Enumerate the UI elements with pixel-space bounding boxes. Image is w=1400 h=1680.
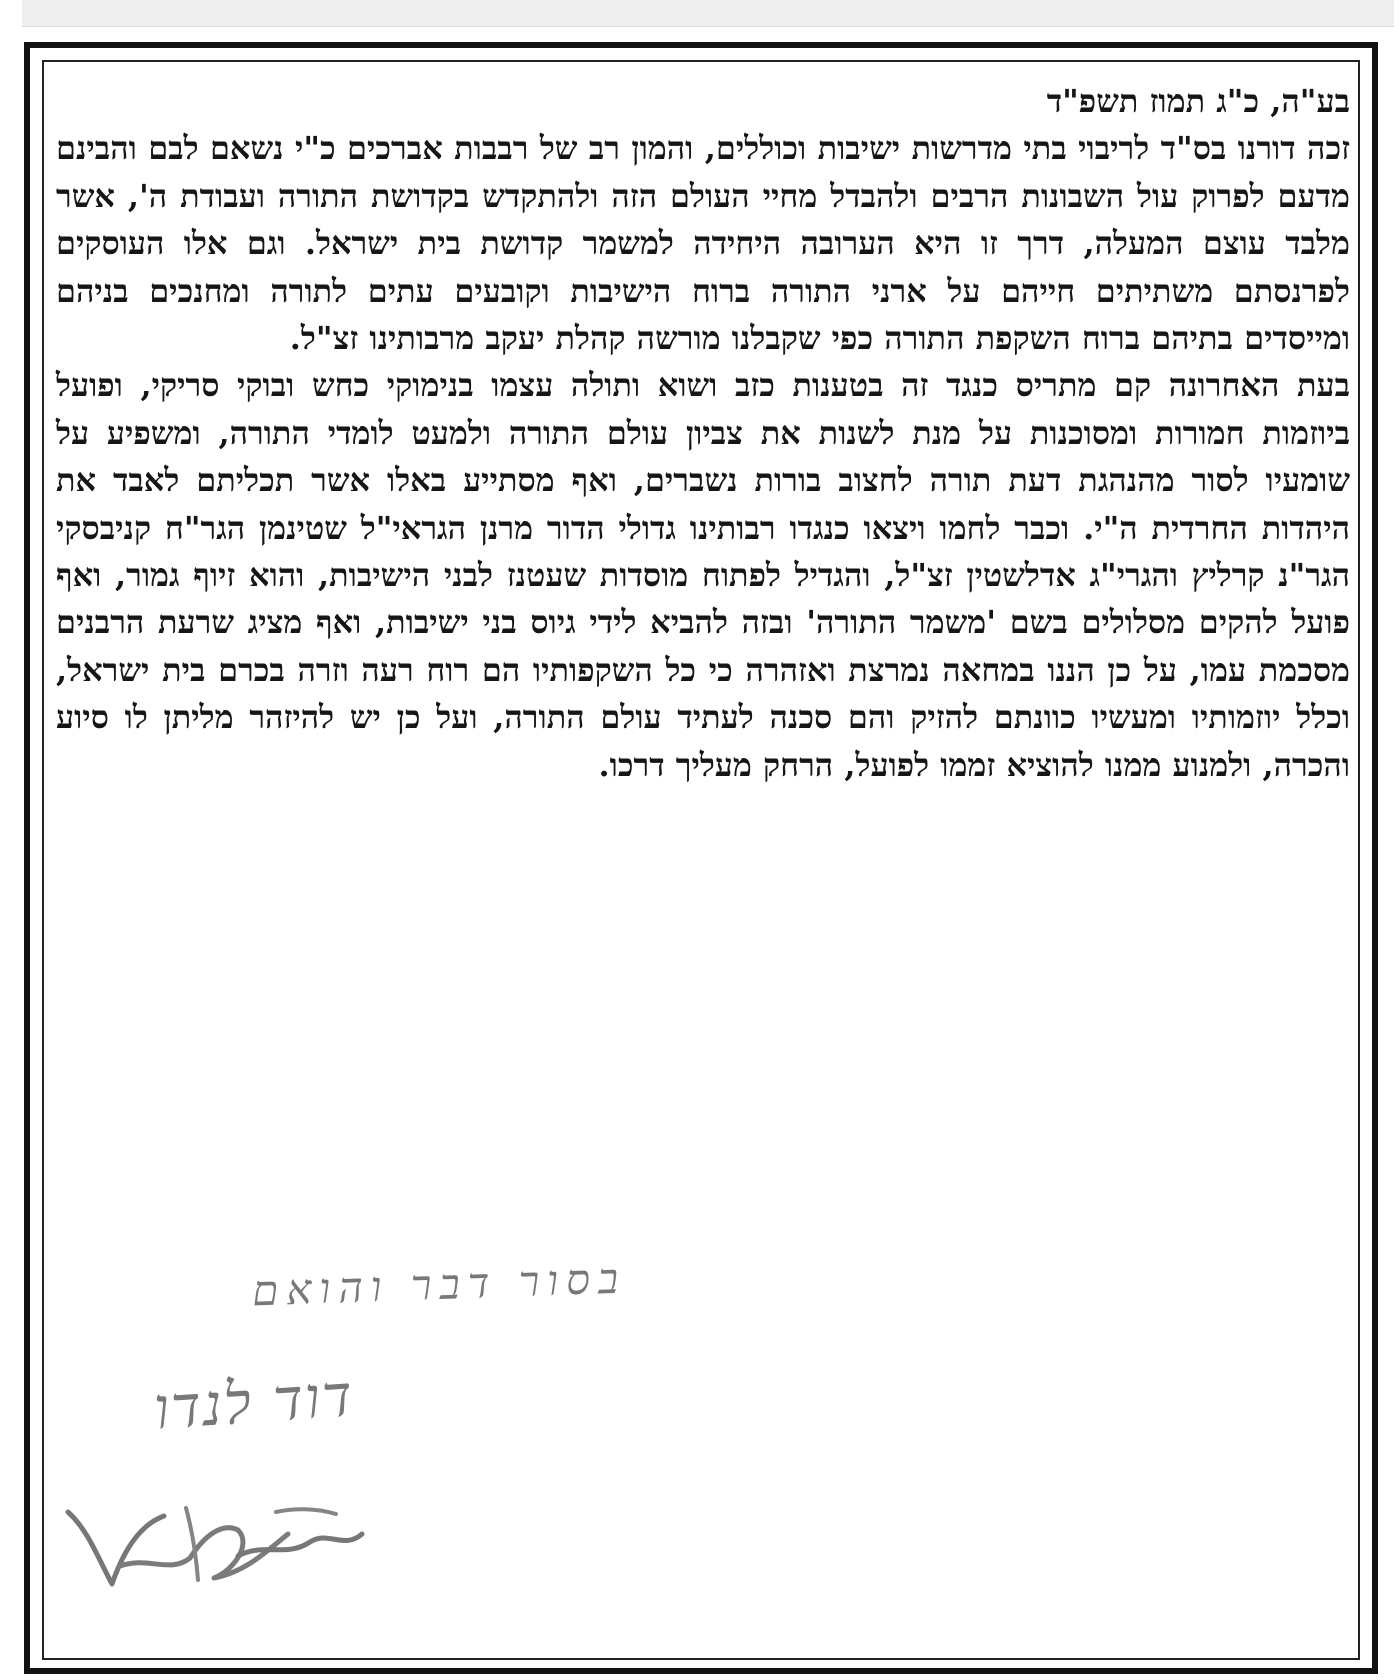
- top-strip: [22, 0, 1394, 27]
- letter-paragraph-2-emphasis: על כן הננו במחאה נמרצת ואזהרה כי כל השקפותיו הם רוח רעה וזרה בכרם בית ישראל, וכלל יוזמותיו ומעשיו כוונתם להזיק והם סכנה לעתיד עולם התורה, ועל כן יש להיזהר מליתן לו סיוע והכרה, ולמנוע ממנו להוציא זממו לפועל, הרחק מעליך דרכו.: [56, 650, 1350, 784]
- letter-dateline: בע"ה, כ"ג תמוז תשפ"ד: [1046, 82, 1350, 120]
- letter-paragraph-2: [56, 362, 1350, 789]
- letter-body: [56, 78, 1350, 789]
- handwritten-signature-name: דוד לנדו: [151, 1361, 357, 1443]
- handwritten-signature-line: בסור דבר והואם: [251, 1253, 628, 1316]
- handwritten-scrawl-signature: [60, 1488, 390, 1608]
- letter-paragraph-2-regular: בעת האחרונה קם מתריס כנגד זה בטענות כזב ושוא ותולה עצמו בנימוקי כחש ובוקי סריקי, ופועל ביוזמות חמורות ומסוכנות על מנת לשנות את צביון עולם התורה ולמעט לומדי התורה, ומשפיע על שומעיו לסור מהנהגת דעת תורה לחצוב בורות נשברים, ואף מסתייע באלו אשר תכליתם לאבד את היהדות החרדית ה"י. וכבר לחמו ויצאו כנגדו רבותינו גדולי הדור מרנן הגראי"ל שטינמן הגר"ח קניבסקי הגר"נ קרליץ והגרי"ג אדלשטין זצ"ל, והגדיל לפתוח מוסדות שעטנז לבני הישיבות, והוא זיוף גמור, ואף פועל להקים מסלולים בשם 'משמר התורה' ובזה להביא לידי גיוס בני ישיבות, ואף מציג שרעת הרבנים מסכמת עמו,: [56, 366, 1351, 689]
- letter-paragraph-1: זכה דורנו בס"ד לריבוי בתי מדרשות ישיבות וכוללים, והמון רב של רבבות אברכים כ"י נשאם לבם והבינם מדעם לפרוק עול השבונות הרבים ולהבדל מחיי העולם הזה ולהתקדש בקדושת התורה ועבודת ה', אשר מלבד עוצם המעלה, דרך זו היא הערובה היחידה למשמר קדושת בית ישראל. וגם אלו העוסקים לפרנסתם משתיתים חייהם על ארני התורה ברוח הישיבות וקובעים עתים לתורה ומחנכים בניהם ומייסדים בתיהם ברוח השקפת התורה כפי שקבלנו מורשה קהלת יעקב מרבותינו זצ"ל.: [56, 129, 1350, 358]
